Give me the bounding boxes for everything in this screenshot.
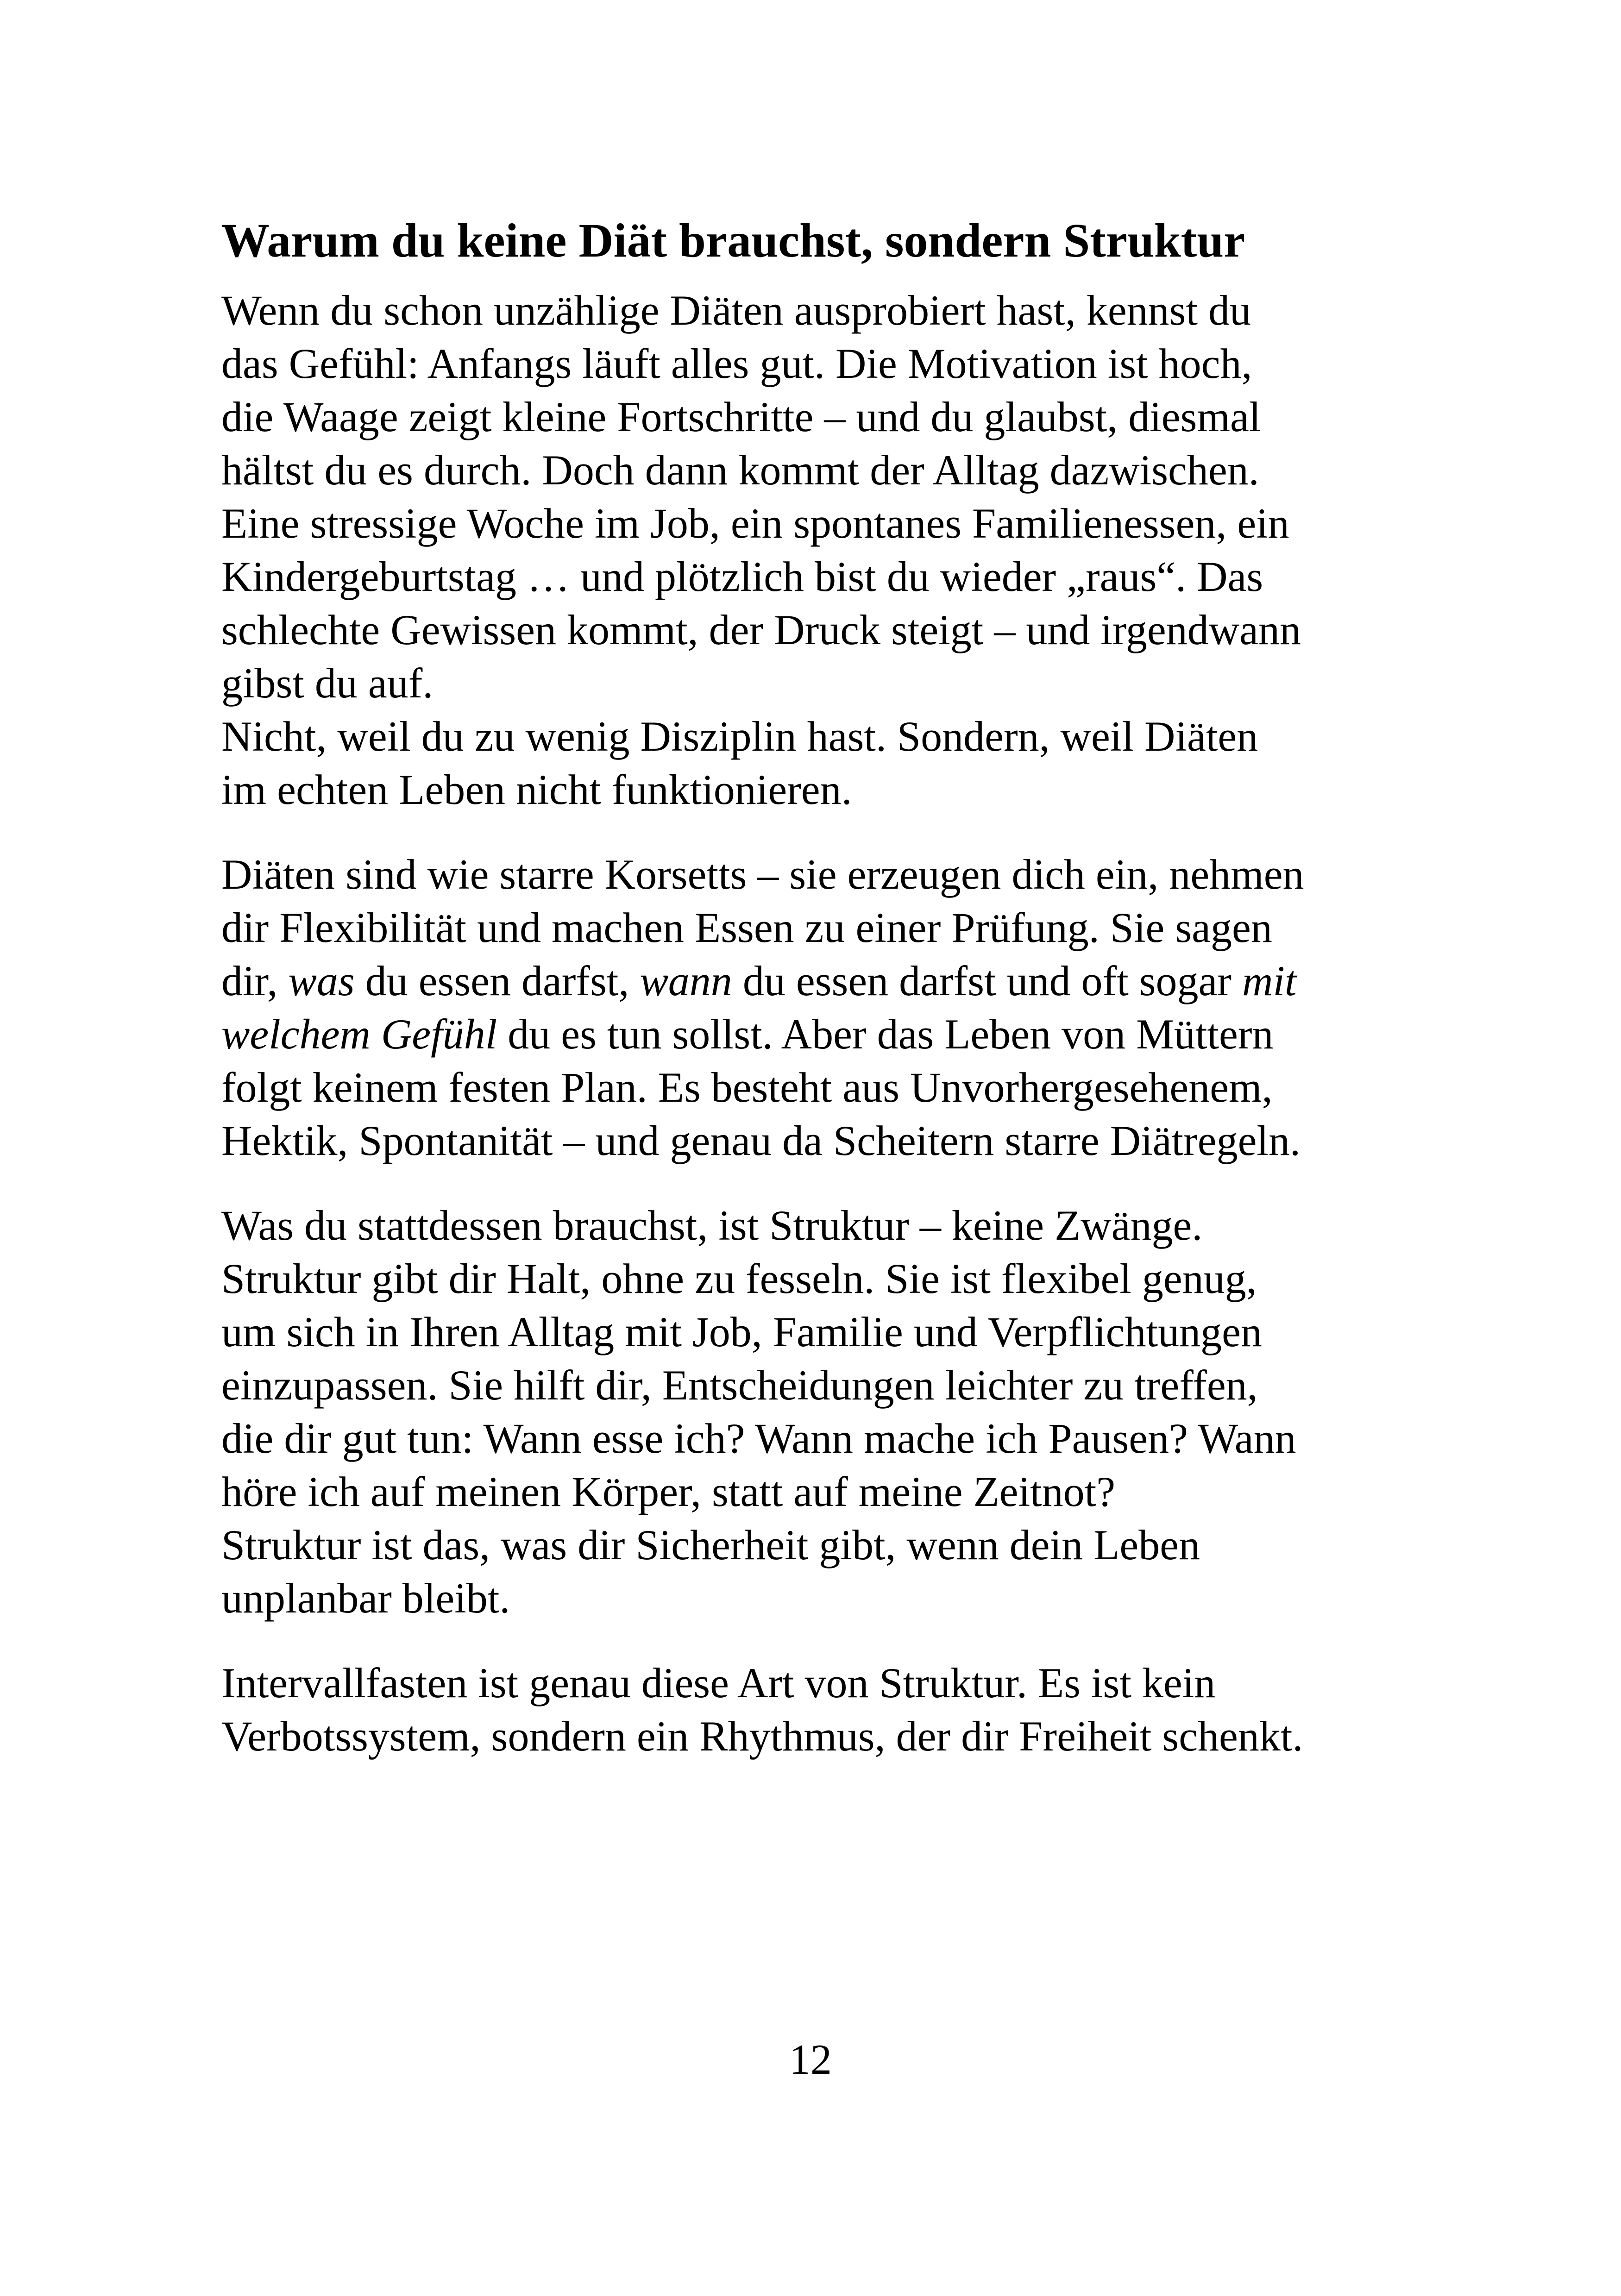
text-segment: die Waage zeigt kleine Fortschritte – und du glaubst, diesmal [221,393,1261,440]
text-line [221,603,1426,657]
text-segment: folgt keinem festen Plan. Es besteht aus Unvorhergesehenem, [221,1064,1273,1111]
text-line [221,390,1426,444]
body-text [221,284,1426,1763]
text-line [221,497,1426,550]
text-line [221,657,1426,710]
text-segment: Struktur gibt dir Halt, ohne zu fesseln. Sie ist flexibel genug, [221,1255,1257,1302]
text-line [221,1518,1426,1572]
text-line [221,1656,1426,1710]
text-line [221,1061,1426,1114]
text-line [221,444,1426,497]
text-line [221,550,1426,603]
text-segment: im echten Leben nicht funktionieren. [221,766,852,813]
paragraph [221,284,1426,816]
text-line [221,1114,1426,1167]
text-line [221,763,1426,816]
paragraph [221,1656,1426,1763]
text-line [221,954,1426,1008]
text-segment: gibst du auf. [221,659,434,707]
emphasis-text: welchem Gefühl [221,1010,497,1058]
text-segment: dir Flexibilität und machen Essen zu einer Prüfung. Sie sagen [221,904,1272,951]
emphasis-text: mit [1242,957,1297,1004]
text-segment: dir, [221,957,289,1004]
text-segment: höre ich auf meinen Körper, statt auf meine Zeitnot? [221,1468,1116,1515]
text-line [221,1252,1426,1305]
text-segment: Nicht, weil du zu wenig Disziplin hast. Sondern, weil Diäten [221,713,1258,760]
text-segment: Verbotssystem, sondern ein Rhythmus, der dir Freiheit schenkt. [221,1713,1303,1760]
text-segment: Intervallfasten ist genau diese Art von Struktur. Es ist kein [221,1659,1216,1706]
text-line [221,848,1426,901]
text-line [221,710,1426,763]
text-segment: Was du stattdessen brauchst, ist Struktur – keine Zwänge. [221,1202,1203,1249]
text-line [221,337,1426,390]
text-segment: die dir gut tun: Wann esse ich? Wann mache ich Pausen? Wann [221,1415,1296,1462]
page-heading: Warum du keine Diät brauchst, sondern Struktur [221,214,1245,267]
text-line [221,1412,1426,1465]
text-segment: Hektik, Spontanität – und genau da Scheitern starre Diätregeln. [221,1117,1301,1164]
text-segment: das Gefühl: Anfangs läuft alles gut. Die Motivation ist hoch, [221,340,1252,387]
text-line [221,1572,1426,1625]
text-line [221,1465,1426,1518]
text-segment: schlechte Gewissen kommt, der Druck steigt – und irgendwann [221,606,1301,653]
paragraph [221,848,1426,1167]
text-segment: um sich in Ihren Alltag mit Job, Familie und Verpflichtungen [221,1308,1262,1355]
text-segment: du es tun sollst. Aber das Leben von Müttern [497,1010,1274,1058]
text-segment: du essen darfst und oft sogar [732,957,1243,1004]
text-line [221,1199,1426,1252]
text-segment: Diäten sind wie starre Korsetts – sie erzeugen dich ein, nehmen [221,851,1304,898]
text-line [221,1305,1426,1359]
text-segment: Kindergeburtstag … und plötzlich bist du wieder „raus“. Das [221,553,1263,600]
text-segment: hältst du es durch. Doch dann kommt der Alltag dazwischen. [221,446,1259,494]
text-segment: Wenn du schon unzählige Diäten ausprobiert hast, kennst du [221,287,1251,334]
text-line [221,1359,1426,1412]
text-line [221,1710,1426,1763]
text-segment: unplanbar bleibt. [221,1575,510,1622]
emphasis-text: wann [640,957,732,1004]
text-segment: einzupassen. Sie hilft dir, Entscheidungen leichter zu treffen, [221,1361,1258,1409]
text-segment: du essen darfst, [354,957,640,1004]
text-line [221,284,1426,337]
text-line [221,1008,1426,1061]
text-line [221,901,1426,954]
text-segment: Struktur ist das, was dir Sicherheit gibt, wenn dein Leben [221,1521,1200,1568]
emphasis-text: was [288,957,355,1004]
text-segment: Eine stressige Woche im Job, ein spontanes Familienessen, ein [221,500,1289,547]
paragraph [221,1199,1426,1625]
page-number: 12 [789,2036,832,2083]
page-content [221,211,1426,1794]
